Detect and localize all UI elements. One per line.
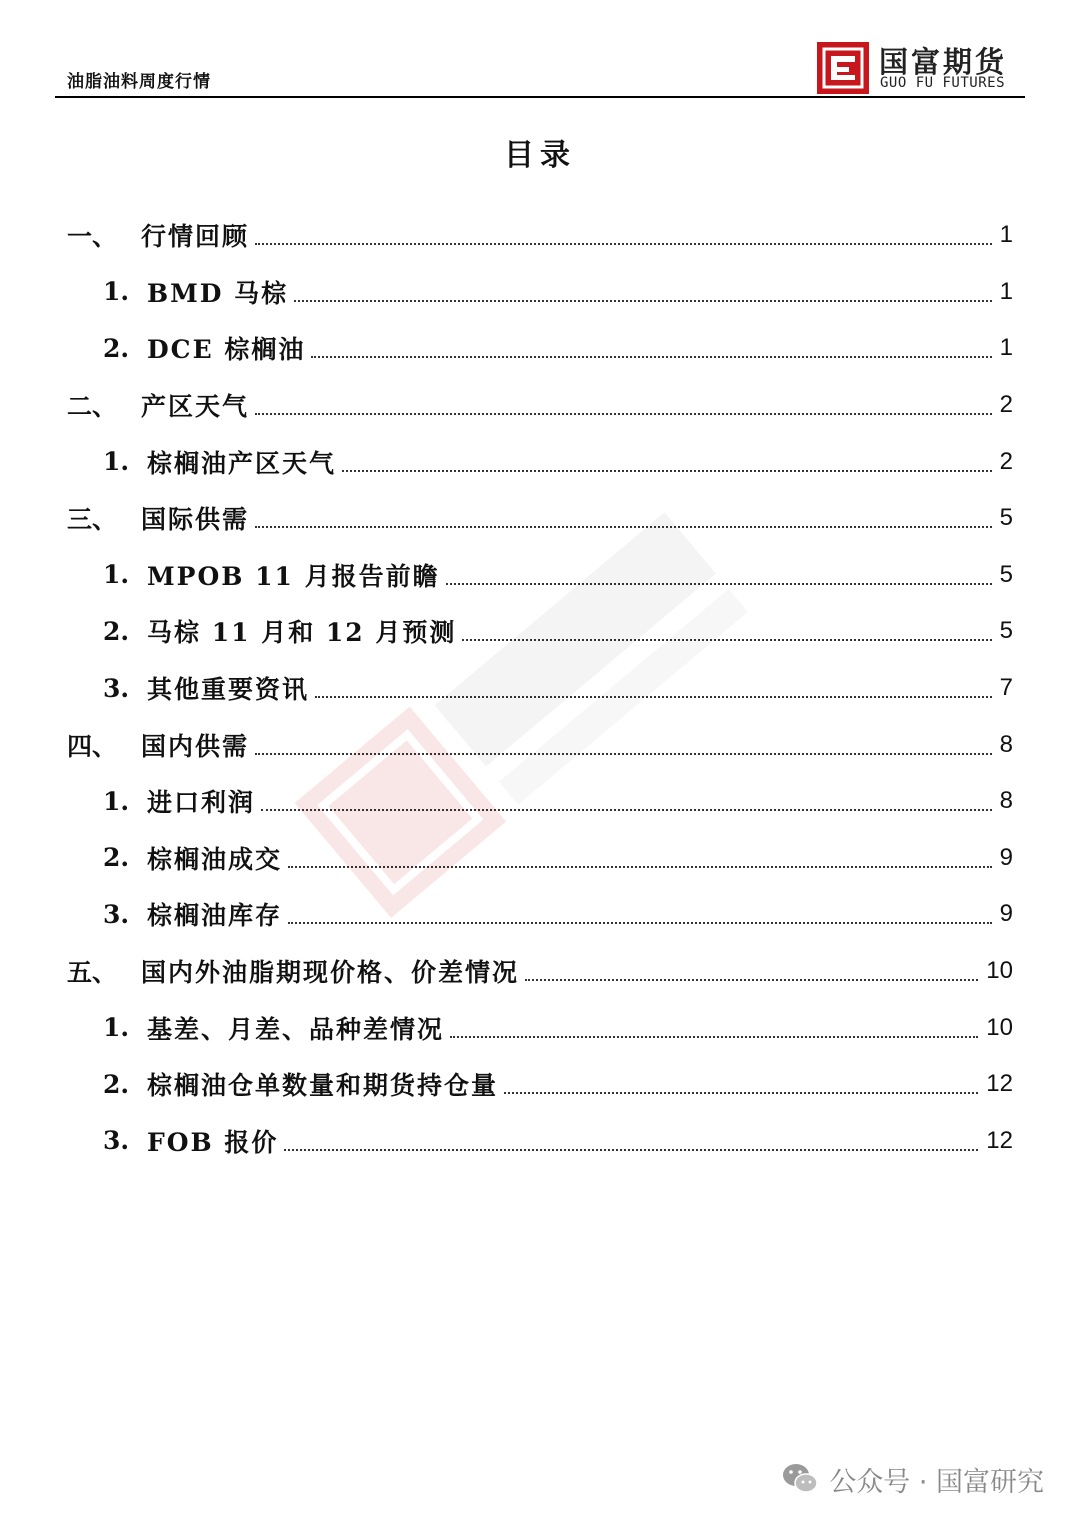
toc-leader-dots: [288, 922, 992, 924]
toc-entry-label: 基差、月差、品种差情况: [147, 1014, 445, 1044]
toc-entry[interactable]: [67, 603, 1013, 660]
toc-entry-page: 12: [986, 1070, 1013, 1098]
toc-entry-number: 2.: [103, 843, 130, 873]
toc-entry-label: 棕榈油产区天气: [147, 448, 337, 478]
toc-entry-page: 2: [999, 391, 1013, 419]
toc-entry[interactable]: [67, 433, 1013, 490]
toc-entry-page: 8: [999, 787, 1013, 815]
toc-entry-page: 9: [999, 900, 1013, 928]
toc-entry-number: 2.: [103, 616, 130, 646]
toc-entry-label: 产区天气: [141, 392, 250, 422]
toc-entry-number: 二、: [67, 392, 118, 422]
toc-entry-number: 2.: [103, 1069, 130, 1099]
wechat-icon: [781, 1462, 819, 1496]
toc-leader-dots: [255, 526, 992, 528]
toc-entry-number: 2.: [103, 333, 130, 363]
toc-entry[interactable]: [67, 320, 1013, 377]
toc-entry-page: 12: [986, 1126, 1013, 1154]
toc-entry-page: 9: [999, 843, 1013, 871]
toc-leader-dots: [525, 979, 978, 981]
toc-entry-label: BMD 马棕: [147, 278, 289, 308]
toc-entry[interactable]: [67, 886, 1013, 943]
toc-leader-dots: [504, 1092, 978, 1094]
toc-entry[interactable]: [67, 999, 1013, 1056]
toc-entry-page: 8: [999, 730, 1013, 758]
toc-entry-page: 1: [999, 334, 1013, 362]
toc-entry-label: 进口利润: [147, 788, 256, 818]
toc-entry-page: 1: [999, 277, 1013, 305]
toc-entry-label: FOB 报价: [147, 1127, 279, 1157]
toc-entry-label: 马棕 11 月和 12 月预测: [147, 618, 457, 648]
toc-entry-page: 7: [999, 674, 1013, 702]
toc-leader-dots: [315, 696, 992, 698]
toc-leader-dots: [284, 1149, 978, 1151]
toc-entry-label: 其他重要资讯: [147, 675, 310, 705]
toc-entry-label: MPOB 11 月报告前瞻: [147, 561, 440, 591]
toc-entry-number: 五、: [67, 958, 118, 988]
toc-entry-page: 5: [999, 560, 1013, 588]
toc-leader-dots: [255, 413, 992, 415]
footer-text: 公众号 · 国富研究: [829, 1466, 1044, 1498]
page-header: [55, 30, 1025, 98]
toc-leader-dots: [342, 470, 992, 472]
logo-mark-icon: [817, 42, 869, 94]
toc-entry[interactable]: [67, 264, 1013, 321]
toc-entry-number: 1.: [103, 786, 130, 816]
toc-entry[interactable]: [67, 1113, 1013, 1170]
toc-entry[interactable]: [67, 830, 1013, 887]
toc-entry-page: 10: [986, 957, 1013, 985]
toc-entry[interactable]: [67, 377, 1013, 434]
toc-entry-label: 国际供需: [141, 505, 250, 535]
toc-entry-label: 国内供需: [141, 731, 250, 761]
toc-entry[interactable]: [67, 716, 1013, 773]
toc-entry-number: 1.: [103, 560, 130, 590]
toc-leader-dots: [462, 639, 991, 641]
toc-leader-dots: [255, 243, 992, 245]
toc-entry-number: 四、: [67, 731, 118, 761]
toc-leader-dots: [311, 356, 991, 358]
toc-entry[interactable]: [67, 547, 1013, 604]
toc-entry-page: 10: [986, 1013, 1013, 1041]
company-logo: [817, 40, 1017, 94]
toc-leader-dots: [261, 809, 992, 811]
footer-source: [781, 1459, 1044, 1499]
toc-entry-number: 3.: [103, 899, 130, 929]
toc-entry[interactable]: [67, 773, 1013, 830]
toc-entry-page: 5: [999, 504, 1013, 532]
toc-leader-dots: [255, 753, 992, 755]
toc-leader-dots: [450, 1036, 978, 1038]
table-of-contents: [67, 207, 1013, 1169]
toc-entry[interactable]: [67, 660, 1013, 717]
logo-english-name: GUO FU FUTURES: [880, 75, 1006, 91]
toc-leader-dots: [288, 866, 992, 868]
toc-entry-number: 3.: [103, 673, 130, 703]
toc-entry-page: 1: [999, 221, 1013, 249]
toc-title: 目录: [504, 138, 576, 173]
toc-leader-dots: [446, 583, 992, 585]
toc-entry-number: 1.: [103, 1013, 130, 1043]
toc-leader-dots: [294, 300, 991, 302]
toc-entry-label: 棕榈油库存: [147, 901, 283, 931]
toc-entry-number: 1.: [103, 277, 130, 307]
toc-entry[interactable]: [67, 943, 1013, 1000]
toc-entry-label: 国内外油脂期现价格、价差情况: [141, 958, 520, 988]
toc-entry-number: 三、: [67, 505, 118, 535]
toc-entry[interactable]: [67, 207, 1013, 264]
toc-entry-page: 2: [999, 447, 1013, 475]
toc-entry-label: DCE 棕榈油: [147, 335, 306, 365]
toc-entry-label: 棕榈油成交: [147, 844, 283, 874]
toc-entry-number: 一、: [67, 222, 118, 252]
toc-entry-number: 3.: [103, 1126, 130, 1156]
toc-entry-label: 行情回顾: [141, 222, 250, 252]
toc-entry-number: 1.: [103, 447, 130, 477]
logo-chinese-name: 国富期货: [879, 45, 1008, 79]
toc-entry[interactable]: [67, 1056, 1013, 1113]
toc-entry[interactable]: [67, 490, 1013, 547]
report-title: 油脂油料周度行情: [67, 72, 211, 92]
toc-entry-page: 5: [999, 617, 1013, 645]
toc-entry-label: 棕榈油仓单数量和期货持仓量: [147, 1071, 499, 1101]
